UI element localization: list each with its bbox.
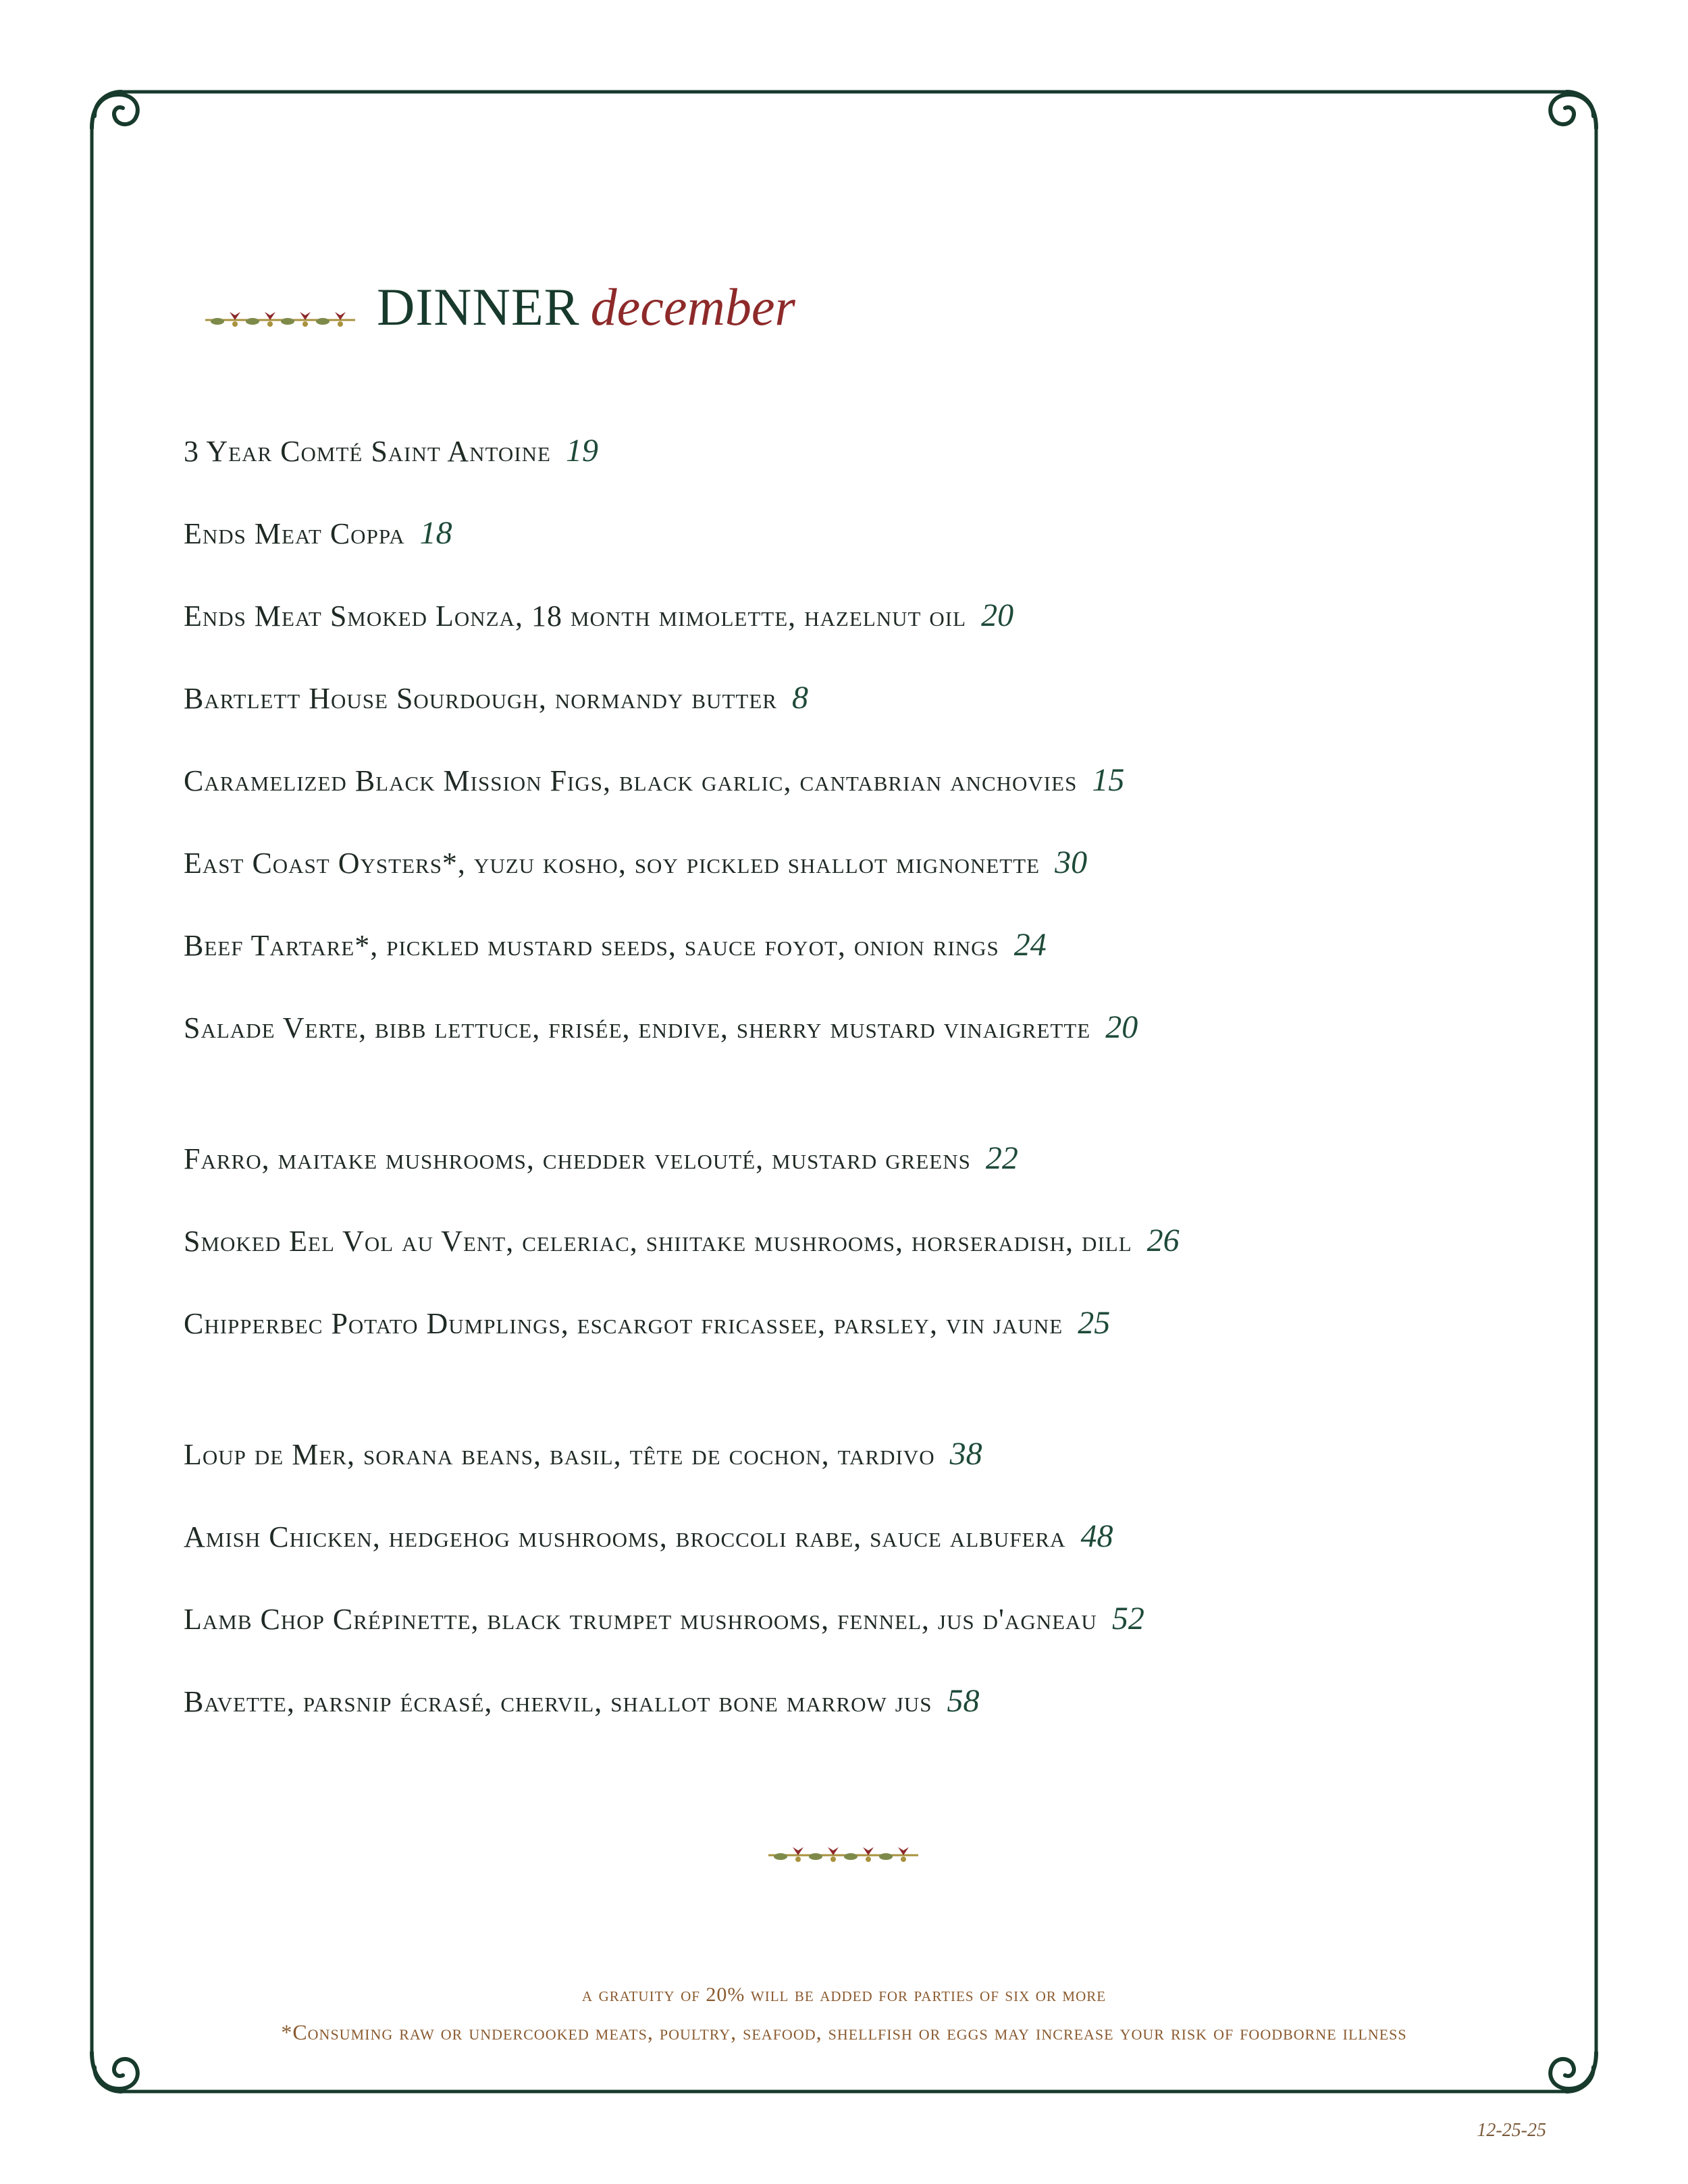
menu-item-name: Beef Tartare*, pickled mustard seeds, sauce foyot, onion rings bbox=[184, 929, 999, 962]
menu-date-code: 12-25-25 bbox=[1477, 2120, 1546, 2141]
menu-item bbox=[184, 760, 1124, 801]
menu-item-name: Lamb Chop Crépinette, black trumpet mushrooms, fennel, jus d'agneau bbox=[184, 1603, 1097, 1636]
menu-item-name: Ends Meat Coppa bbox=[184, 517, 405, 550]
menu-item-price: 38 bbox=[949, 1436, 982, 1472]
menu-item-name: Salade Verte, bibb lettuce, frisée, endive, sherry mustard vinaigrette bbox=[184, 1011, 1091, 1044]
menu-item bbox=[184, 595, 1013, 637]
menu-item bbox=[184, 925, 1047, 966]
corner-scroll-bottom-right bbox=[1550, 2052, 1596, 2092]
menu-item bbox=[184, 1138, 1018, 1179]
corner-scroll-top-right bbox=[1550, 92, 1596, 128]
menu-item-price: 22 bbox=[985, 1140, 1018, 1176]
menu-item-price: 19 bbox=[565, 433, 598, 469]
title-month: december bbox=[590, 277, 795, 336]
menu-item-name: Chipperbec Potato Dumplings, escargot fricassee, parsley, vin jaune bbox=[184, 1307, 1063, 1340]
floral-divider-icon bbox=[766, 1840, 921, 1867]
menu-item-price: 26 bbox=[1146, 1223, 1180, 1258]
menu-item-name: East Coast Oysters*, yuzu kosho, soy pickled shallot mignonette bbox=[184, 847, 1040, 880]
menu-item-price: 8 bbox=[791, 680, 808, 716]
menu-item-name: Farro, maitake mushrooms, chedder velouté, mustard greens bbox=[184, 1142, 971, 1175]
menu-item bbox=[184, 678, 808, 719]
menu-item bbox=[184, 1434, 982, 1475]
menu-title bbox=[377, 277, 795, 351]
menu-item bbox=[184, 1303, 1110, 1344]
menu-item-price: 30 bbox=[1055, 845, 1088, 880]
menu-item bbox=[184, 431, 598, 472]
menu-item-price: 52 bbox=[1111, 1601, 1144, 1636]
menu-item bbox=[184, 1681, 979, 1722]
menu-item-price: 20 bbox=[1105, 1009, 1138, 1045]
menu-item-name: Bavette, parsnip écrasé, chervil, shallot bone marrow jus bbox=[184, 1685, 932, 1718]
floral-garland-icon bbox=[203, 305, 358, 332]
menu-item-name: Loup de Mer, sorana beans, basil, tête de cochon, tardivo bbox=[184, 1438, 935, 1471]
menu-item-name: 3 Year Comté Saint Antoine bbox=[184, 435, 551, 468]
menu-item bbox=[184, 1516, 1113, 1557]
food-safety-warning: *Consuming raw or undercooked meats, poultry, seafood, shellfish or eggs may increase your risk of foodborne illness bbox=[281, 2020, 1407, 2044]
menu-item bbox=[184, 1007, 1138, 1048]
menu-item-price: 24 bbox=[1013, 927, 1047, 963]
menu-item bbox=[184, 513, 452, 554]
menu-item-name: Smoked Eel Vol au Vent, celeriac, shiitake mushrooms, horseradish, dill bbox=[184, 1225, 1132, 1258]
menu-item-name: Caramelized Black Mission Figs, black garlic, cantabrian anchovies bbox=[184, 764, 1078, 797]
gratuity-note: a gratuity of 20% will be added for parties of six or more bbox=[581, 1983, 1107, 2006]
menu-item-price: 25 bbox=[1078, 1305, 1111, 1341]
menu-item-name: Bartlett House Sourdough, normandy butter bbox=[184, 682, 777, 715]
menu-item-price: 58 bbox=[947, 1683, 980, 1719]
menu-item bbox=[184, 1221, 1180, 1262]
corner-scroll-top-left bbox=[92, 92, 138, 128]
menu-item-name: Ends Meat Smoked Lonza, 18 month mimolette, hazelnut oil bbox=[184, 600, 967, 633]
menu-item-price: 18 bbox=[419, 515, 452, 551]
menu-item bbox=[184, 843, 1087, 884]
menu-item-price: 48 bbox=[1080, 1518, 1113, 1554]
menu-item-price: 20 bbox=[981, 597, 1014, 633]
menu-item bbox=[184, 1599, 1144, 1640]
menu-item-price: 15 bbox=[1092, 762, 1125, 798]
menu-item-name: Amish Chicken, hedgehog mushrooms, broccoli rabe, sauce albufera bbox=[184, 1520, 1066, 1553]
title-dinner: DINNER bbox=[377, 277, 580, 336]
corner-scroll-bottom-left bbox=[92, 2052, 138, 2092]
